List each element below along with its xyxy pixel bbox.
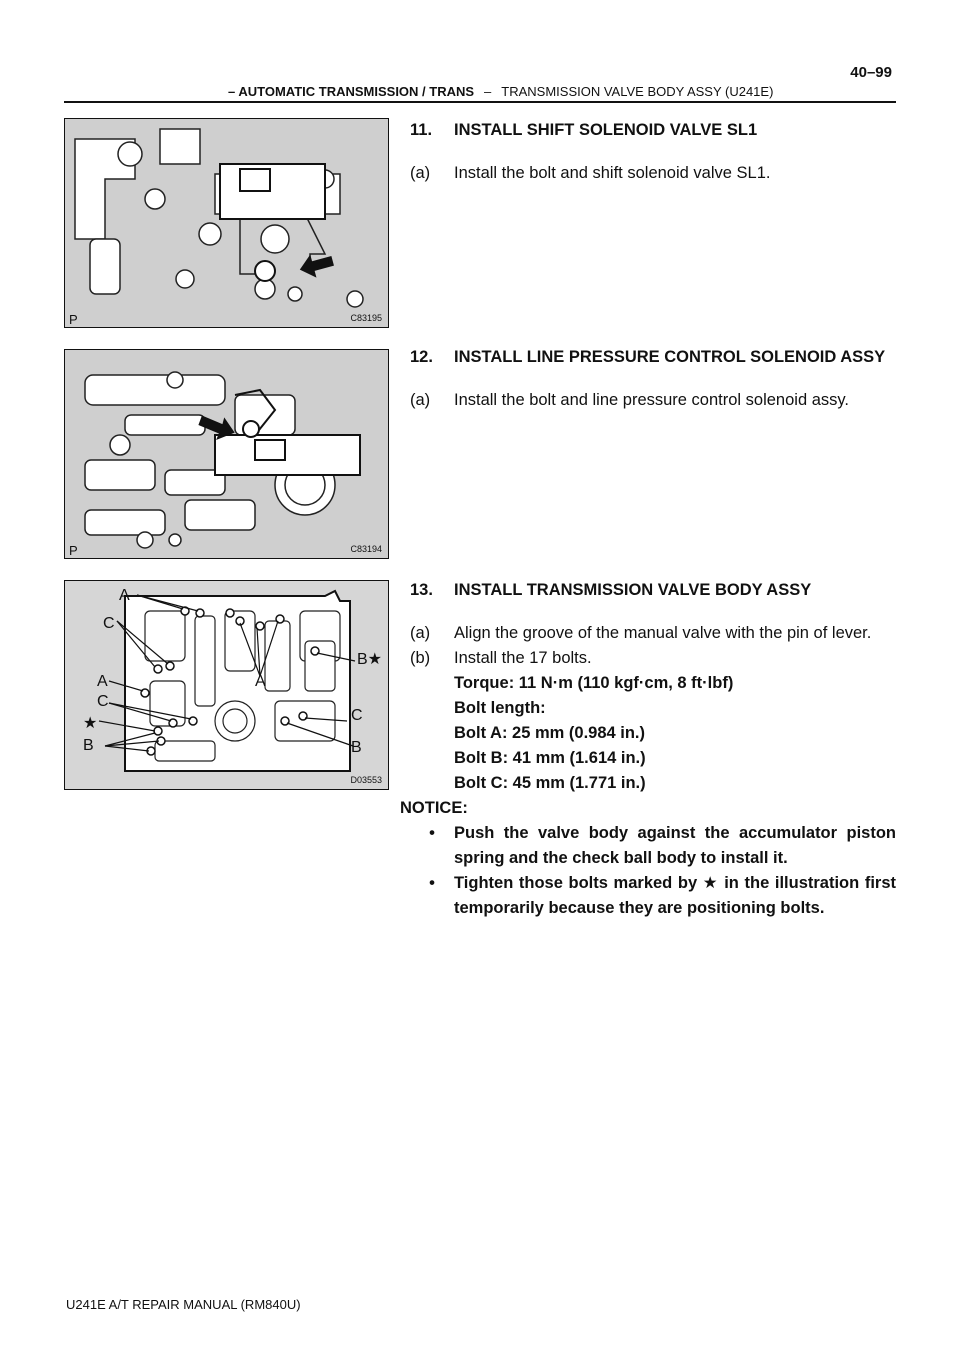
figure-valve-body-bolts xyxy=(64,580,389,790)
bullet-symbol: • xyxy=(429,824,435,842)
callout-b-right: B xyxy=(351,739,362,756)
figure-line-pressure-solenoid xyxy=(64,349,389,559)
step-title: INSTALL SHIFT SOLENOID VALVE SL1 xyxy=(454,121,758,139)
header-separator: – xyxy=(484,84,492,99)
figure-illustration xyxy=(65,119,389,328)
bolt-b-spec: Bolt B: 41 mm (1.614 in.) xyxy=(454,749,646,767)
header-subsection: TRANSMISSION VALVE BODY ASSY (U241E) xyxy=(501,84,774,99)
substep-number: (a) xyxy=(410,164,431,182)
step-number: 13. xyxy=(410,581,433,599)
page-number: 40–99 xyxy=(850,64,892,81)
callout-c-top: C xyxy=(103,615,115,632)
notice-text: Push the valve body against the accumulator piston spring and the check ball body to install it. xyxy=(454,824,896,867)
notice-item-1 xyxy=(410,821,896,871)
step-title: INSTALL TRANSMISSION VALVE BODY ASSY xyxy=(454,581,812,599)
callout-a-mid: A xyxy=(255,673,266,690)
callout-c-right: C xyxy=(351,707,363,724)
bolt-a-spec: Bolt A: 25 mm (0.984 in.) xyxy=(454,724,646,742)
figure-illustration xyxy=(65,350,389,559)
figure-code: C83194 xyxy=(350,544,382,554)
step-number: 11. xyxy=(410,121,433,139)
substep-text: Install the 17 bolts. xyxy=(454,649,592,667)
notice-item-2 xyxy=(410,871,896,921)
callout-a-top: A xyxy=(119,587,130,604)
callout-a-left: A xyxy=(97,673,108,690)
notice-text: Tighten those bolts marked by ★ in the illustration first temporarily because they are positioning bolts. xyxy=(454,874,896,917)
notice-label: NOTICE: xyxy=(400,799,468,817)
page-footer: U241E A/T REPAIR MANUAL (RM840U) xyxy=(66,1297,301,1312)
bullet-symbol: • xyxy=(429,874,435,892)
callout-b-left: B xyxy=(83,737,94,754)
header-section: – AUTOMATIC TRANSMISSION / TRANS xyxy=(228,84,475,99)
callout-b-star: B★ xyxy=(357,651,383,668)
bolt-length-label: Bolt length: xyxy=(454,699,546,717)
step-13 xyxy=(400,578,896,921)
callout-star: ★ xyxy=(83,715,98,732)
torque-spec: Torque: 11 N·m (110 kgf·cm, 8 ft·lbf) xyxy=(454,674,734,692)
figure-shift-solenoid-sl1 xyxy=(64,118,389,328)
substep-number: (a) xyxy=(410,624,431,642)
substep-text: Align the groove of the manual valve with the pin of lever. xyxy=(454,624,872,642)
step-title: INSTALL LINE PRESSURE CONTROL SOLENOID ASSY xyxy=(454,348,886,366)
bolt-c-spec: Bolt C: 45 mm (1.771 in.) xyxy=(454,774,646,792)
figure-illustration xyxy=(65,581,389,790)
page-header xyxy=(228,84,773,99)
step-12 xyxy=(410,345,896,413)
substep-number: (b) xyxy=(410,649,431,667)
substep-number: (a) xyxy=(410,391,431,409)
header-rule xyxy=(64,101,896,103)
figure-corner-label: P xyxy=(69,312,78,327)
figure-code: C83195 xyxy=(350,313,382,323)
figure-code: D03553 xyxy=(350,775,382,785)
step-11 xyxy=(410,118,896,186)
callout-c-left: C xyxy=(97,693,109,710)
substep-text: Install the bolt and shift solenoid valve SL1. xyxy=(454,164,771,182)
step-number: 12. xyxy=(410,348,433,366)
substep-text: Install the bolt and line pressure control solenoid assy. xyxy=(454,391,850,409)
figure-corner-label: P xyxy=(69,543,78,558)
